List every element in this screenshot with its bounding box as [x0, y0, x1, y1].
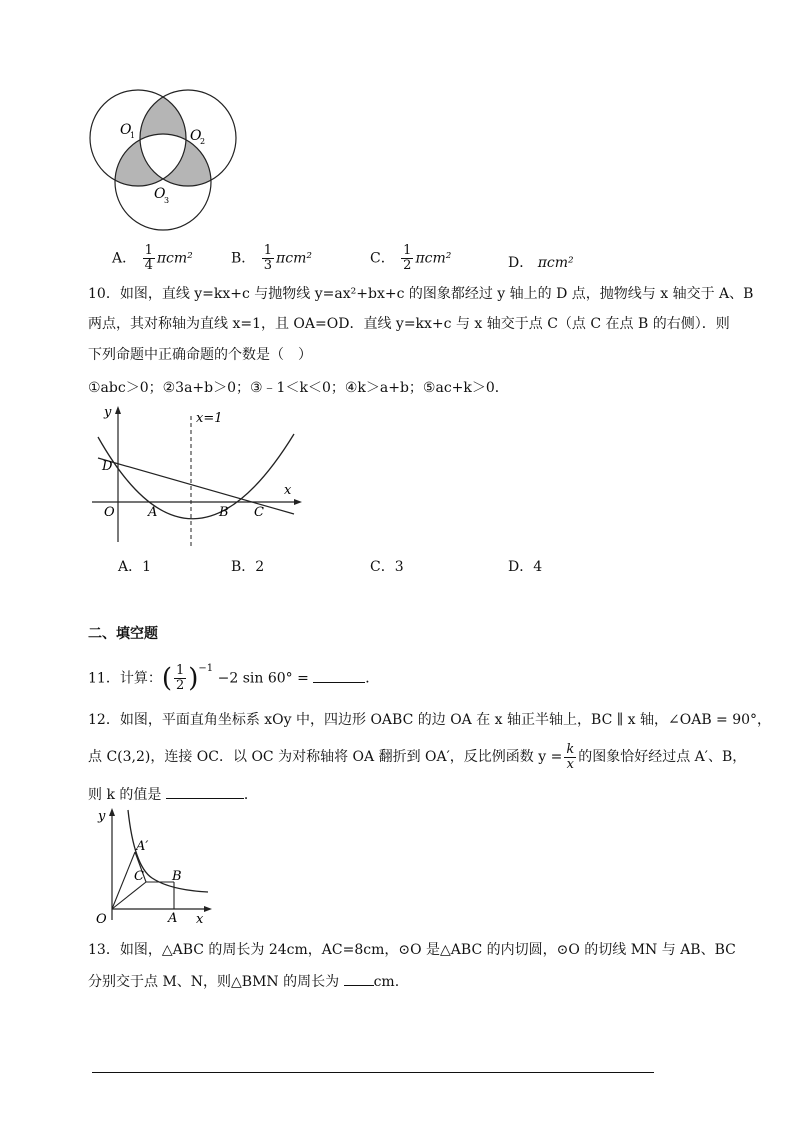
label-o3-sub: 3	[164, 196, 170, 205]
q11-line	[88, 660, 379, 694]
q9-option-d-letter: D．	[508, 255, 534, 271]
section-title: 二、填空题	[88, 626, 158, 642]
q12-line-3-end: ．	[243, 787, 258, 803]
q13-line-2	[88, 971, 399, 992]
q10-label-o: O	[104, 505, 115, 520]
q11-right-paren: )	[188, 663, 199, 694]
q9-option-c-letter: C．	[370, 250, 395, 267]
q12-line-2	[88, 742, 746, 772]
q10-label-d: D	[102, 459, 113, 474]
q12-x-arrow	[204, 906, 212, 912]
q12-y-arrow	[109, 808, 115, 816]
q12-hyperbola-figure	[90, 806, 220, 926]
q11-answer-blank[interactable]	[313, 668, 365, 683]
q10-label-c: C	[254, 505, 264, 520]
q10-option-a[interactable]: A．1	[118, 559, 152, 575]
q10-option-b[interactable]: B．2	[231, 559, 265, 575]
q9-option-b-tail: πcm²	[276, 250, 312, 267]
q10-line-4: ①abc＞0；②3a+b＞0；③﹣1＜k＜0；④k＞a+b；⑤ac+k＞0．	[88, 380, 509, 396]
q11-fraction: $\frac{1}{2}$	[175, 663, 185, 694]
label-o2: O	[190, 128, 202, 144]
q10-y-arrow	[115, 406, 121, 414]
q9-option-b[interactable]	[231, 244, 312, 273]
q10-label-a: A	[148, 505, 158, 520]
q10-parabola-figure	[88, 402, 306, 548]
q12-label-b: B	[172, 869, 182, 884]
q12-fraction: $\frac{k}{x}$	[566, 741, 575, 772]
q13-answer-blank[interactable]	[344, 971, 374, 986]
footer-rule	[92, 1072, 654, 1073]
q10-x-arrow	[294, 499, 302, 505]
q12-label-c: C	[134, 869, 144, 884]
q10-line-3: 下列命题中正确命题的个数是（ ）	[88, 347, 312, 363]
q11-left-paren: (	[161, 663, 172, 694]
q10-line-1: 10．如图，直线 y=kx+c 与抛物线 y=ax²+bx+c 的图象都经过 y 轴上的 D 点，抛物线与 x 轴交于 A、B	[88, 286, 754, 302]
q11-expression: −2 sin 60° =	[217, 670, 309, 687]
q9-option-c-fraction: $\frac{1}{2}$	[403, 243, 412, 273]
q12-answer-blank[interactable]	[166, 784, 244, 799]
q9-option-a-fraction: $\frac{1}{4}$	[144, 243, 153, 273]
q10-label-x: x	[284, 483, 292, 498]
q10-label-y: y	[104, 405, 112, 420]
q12-label-x: x	[196, 912, 204, 926]
q9-option-a-tail: πcm²	[156, 250, 193, 267]
q13-line-2-end: cm.	[373, 974, 400, 990]
label-o1: O	[120, 122, 132, 138]
q10-option-d[interactable]: D．4	[508, 559, 543, 575]
q9-option-a-letter: A．	[112, 250, 137, 267]
q12-label-a: A	[168, 911, 178, 926]
q11-prefix: 11．计算：	[88, 670, 162, 687]
q11-end: ．	[365, 670, 380, 687]
q10-label-b: B	[219, 505, 229, 520]
q10-option-c[interactable]: C．3	[370, 559, 404, 575]
q9-option-c[interactable]	[370, 244, 451, 273]
q9-option-b-fraction: $\frac{1}{3}$	[263, 243, 273, 273]
q9-option-b-letter: B．	[231, 250, 256, 267]
q12-label-y: y	[98, 809, 106, 824]
q10-line-kx-c	[98, 458, 294, 514]
q12-line-2a: 点 C(3,2)，连接 OC．以 OC 为对称轴将 OA 翻折到 OA′，反比例函数 y =	[88, 749, 563, 765]
label-o3: O	[154, 186, 166, 202]
q10-line-2: 两点，其对称轴为直线 x=1，且 OA=OD．直线 y=kx+c 与 x 轴交于点 C（点 C 在点 B 的右侧）．则	[88, 316, 730, 332]
q13-line-2-text: 分别交于点 M、N，则△BMN 的周长为	[88, 974, 340, 990]
q12-line-1: 12．如图，平面直角坐标系 xOy 中，四边形 OABC 的边 OA 在 x 轴正半轴上，BC ∥ x 轴，∠OAB = 90°，	[88, 712, 772, 728]
q9-option-d-tail: πcm²	[537, 255, 574, 271]
q10-label-axis: x=1	[196, 411, 223, 426]
q12-label-a-prime: A′	[136, 839, 149, 854]
label-o1-sub: 1	[130, 131, 136, 140]
label-o2-sub: 2	[200, 137, 206, 146]
q9-option-d[interactable]	[508, 252, 574, 272]
q12-line-2b: 的图象恰好经过点 A′、B，	[578, 749, 747, 765]
q9-option-a[interactable]	[112, 244, 193, 273]
q12-label-o: O	[96, 912, 107, 926]
q9-option-c-tail: πcm²	[415, 250, 452, 267]
q12-line-3-text: 则 k 的值是	[88, 787, 162, 803]
q13-line-1: 13．如图，△ABC 的周长为 24cm，AC=8cm，⊙O 是△ABC 的内切圆，⊙O 的切线 MN 与 AB、BC	[88, 942, 736, 958]
q12-line-3	[88, 784, 258, 805]
three-circles-figure	[88, 88, 248, 238]
q11-exponent: −1	[198, 663, 214, 674]
